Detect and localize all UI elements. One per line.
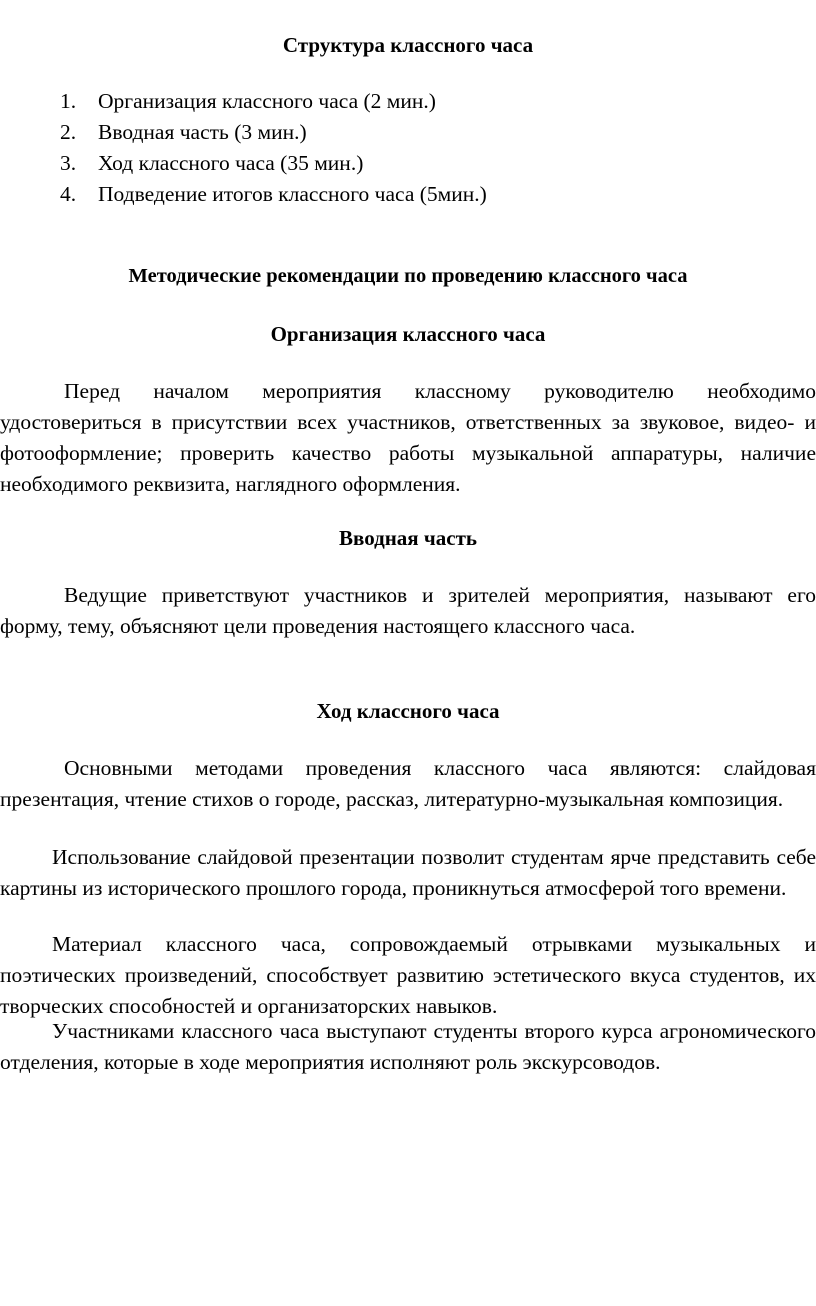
organization-paragraph: Перед началом мероприятия классному руководителю необходимо удостовериться в присутствии всех участников, ответственных за звуковое, видео- и фотооформление; проверить качество работы музыкальной аппаратуры, наличие необходимого реквизита, наглядного оформления. — [0, 379, 816, 496]
list-item-text: Вводная часть (3 мин.) — [98, 120, 307, 144]
intro-title: Вводная часть — [338, 526, 478, 550]
structure-list — [60, 86, 487, 210]
structure-title: Структура классного часа — [282, 33, 534, 57]
list-item — [60, 86, 487, 117]
list-item-text: Подведение итогов классного часа (5мин.) — [98, 182, 487, 206]
list-item — [60, 148, 487, 179]
intro-paragraph: Ведущие приветствуют участников и зрителей мероприятия, называют его форму, тему, объясняют цели проведения настоящего классного часа. — [0, 583, 816, 638]
course-paragraph-3: Материал классного часа, сопровождаемый отрывками музыкальных и поэтических произведений, способствует развитию эстетического вкуса студентов, их творческих способностей и организаторских навыков. — [0, 932, 816, 1018]
organization-title: Организация классного часа — [270, 322, 546, 346]
course-title: Ход классного часа — [316, 699, 500, 723]
list-item-text: Организация классного часа (2 мин.) — [98, 89, 436, 113]
list-item — [60, 179, 487, 210]
course-paragraph-2: Использование слайдовой презентации позволит студентам ярче представить себе картины из исторического прошлого города, проникнуться атмосферой того времени. — [0, 845, 816, 900]
list-item-number: 4. — [60, 182, 77, 206]
list-item-number: 1. — [60, 89, 77, 113]
list-item-text: Ход классного часа (35 мин.) — [98, 151, 364, 175]
course-paragraph-1: Основными методами проведения классного часа являются: слайдовая презентация, чтение стихов о городе, рассказ, литературно-музыкальная композиция. — [0, 756, 816, 811]
list-item-number: 2. — [60, 120, 77, 144]
list-item-number: 3. — [60, 151, 77, 175]
list-item — [60, 117, 487, 148]
course-paragraph-4: Участниками классного часа выступают студенты второго курса агрономического отделения, которые в ходе мероприятия исполняют роль экскурсоводов. — [0, 1019, 816, 1074]
recommendations-title: Методические рекомендации по проведению классного часа — [128, 265, 688, 287]
